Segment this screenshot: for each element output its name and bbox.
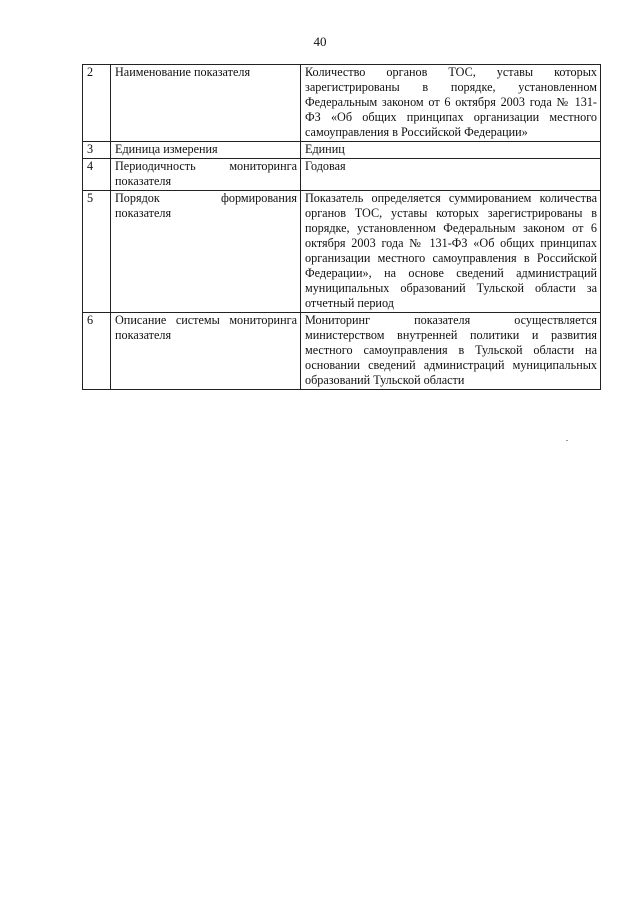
table-row xyxy=(83,313,601,390)
table-row xyxy=(83,142,601,159)
row-label: Наименование показателя xyxy=(111,65,301,142)
row-label: Порядок формирования показателя xyxy=(111,191,301,313)
page-number: 40 xyxy=(313,34,327,49)
row-number: 5 xyxy=(83,191,111,313)
indicator-table xyxy=(82,64,601,390)
row-label: Периодичность мониторинга показателя xyxy=(111,159,301,191)
scan-speck xyxy=(566,440,568,441)
table-row xyxy=(83,191,601,313)
row-value: Мониторинг показателя осуществляется министерством внутренней политики и развития местного самоуправления в Тульской области на основании сведений администраций муниципальных образований Тульской области xyxy=(301,313,601,390)
row-value: Количество органов ТОС, уставы которых зарегистрированы в порядке, установленном Федеральным законом от 6 октября 2003 года № 131-ФЗ «Об общих принципах организации местного самоуправления в Российской Федерации» xyxy=(301,65,601,142)
row-label: Описание системы мониторинга показателя xyxy=(111,313,301,390)
row-number: 4 xyxy=(83,159,111,191)
table-row xyxy=(83,159,601,191)
row-number: 6 xyxy=(83,313,111,390)
row-value: Единиц xyxy=(301,142,601,159)
row-value: Годовая xyxy=(301,159,601,191)
row-label: Единица измерения xyxy=(111,142,301,159)
row-value: Показатель определяется суммированием количества органов ТОС, уставы которых зарегистрированы в порядке, установленном Федеральным законом от 6 октября 2003 года № 131-ФЗ «Об общих принципах организации местного самоуправления в Российской Федерации», на основе сведений администраций муниципальных образований Тульской области за отчетный период xyxy=(301,191,601,313)
table-row xyxy=(83,65,601,142)
row-number: 3 xyxy=(83,142,111,159)
row-number: 2 xyxy=(83,65,111,142)
